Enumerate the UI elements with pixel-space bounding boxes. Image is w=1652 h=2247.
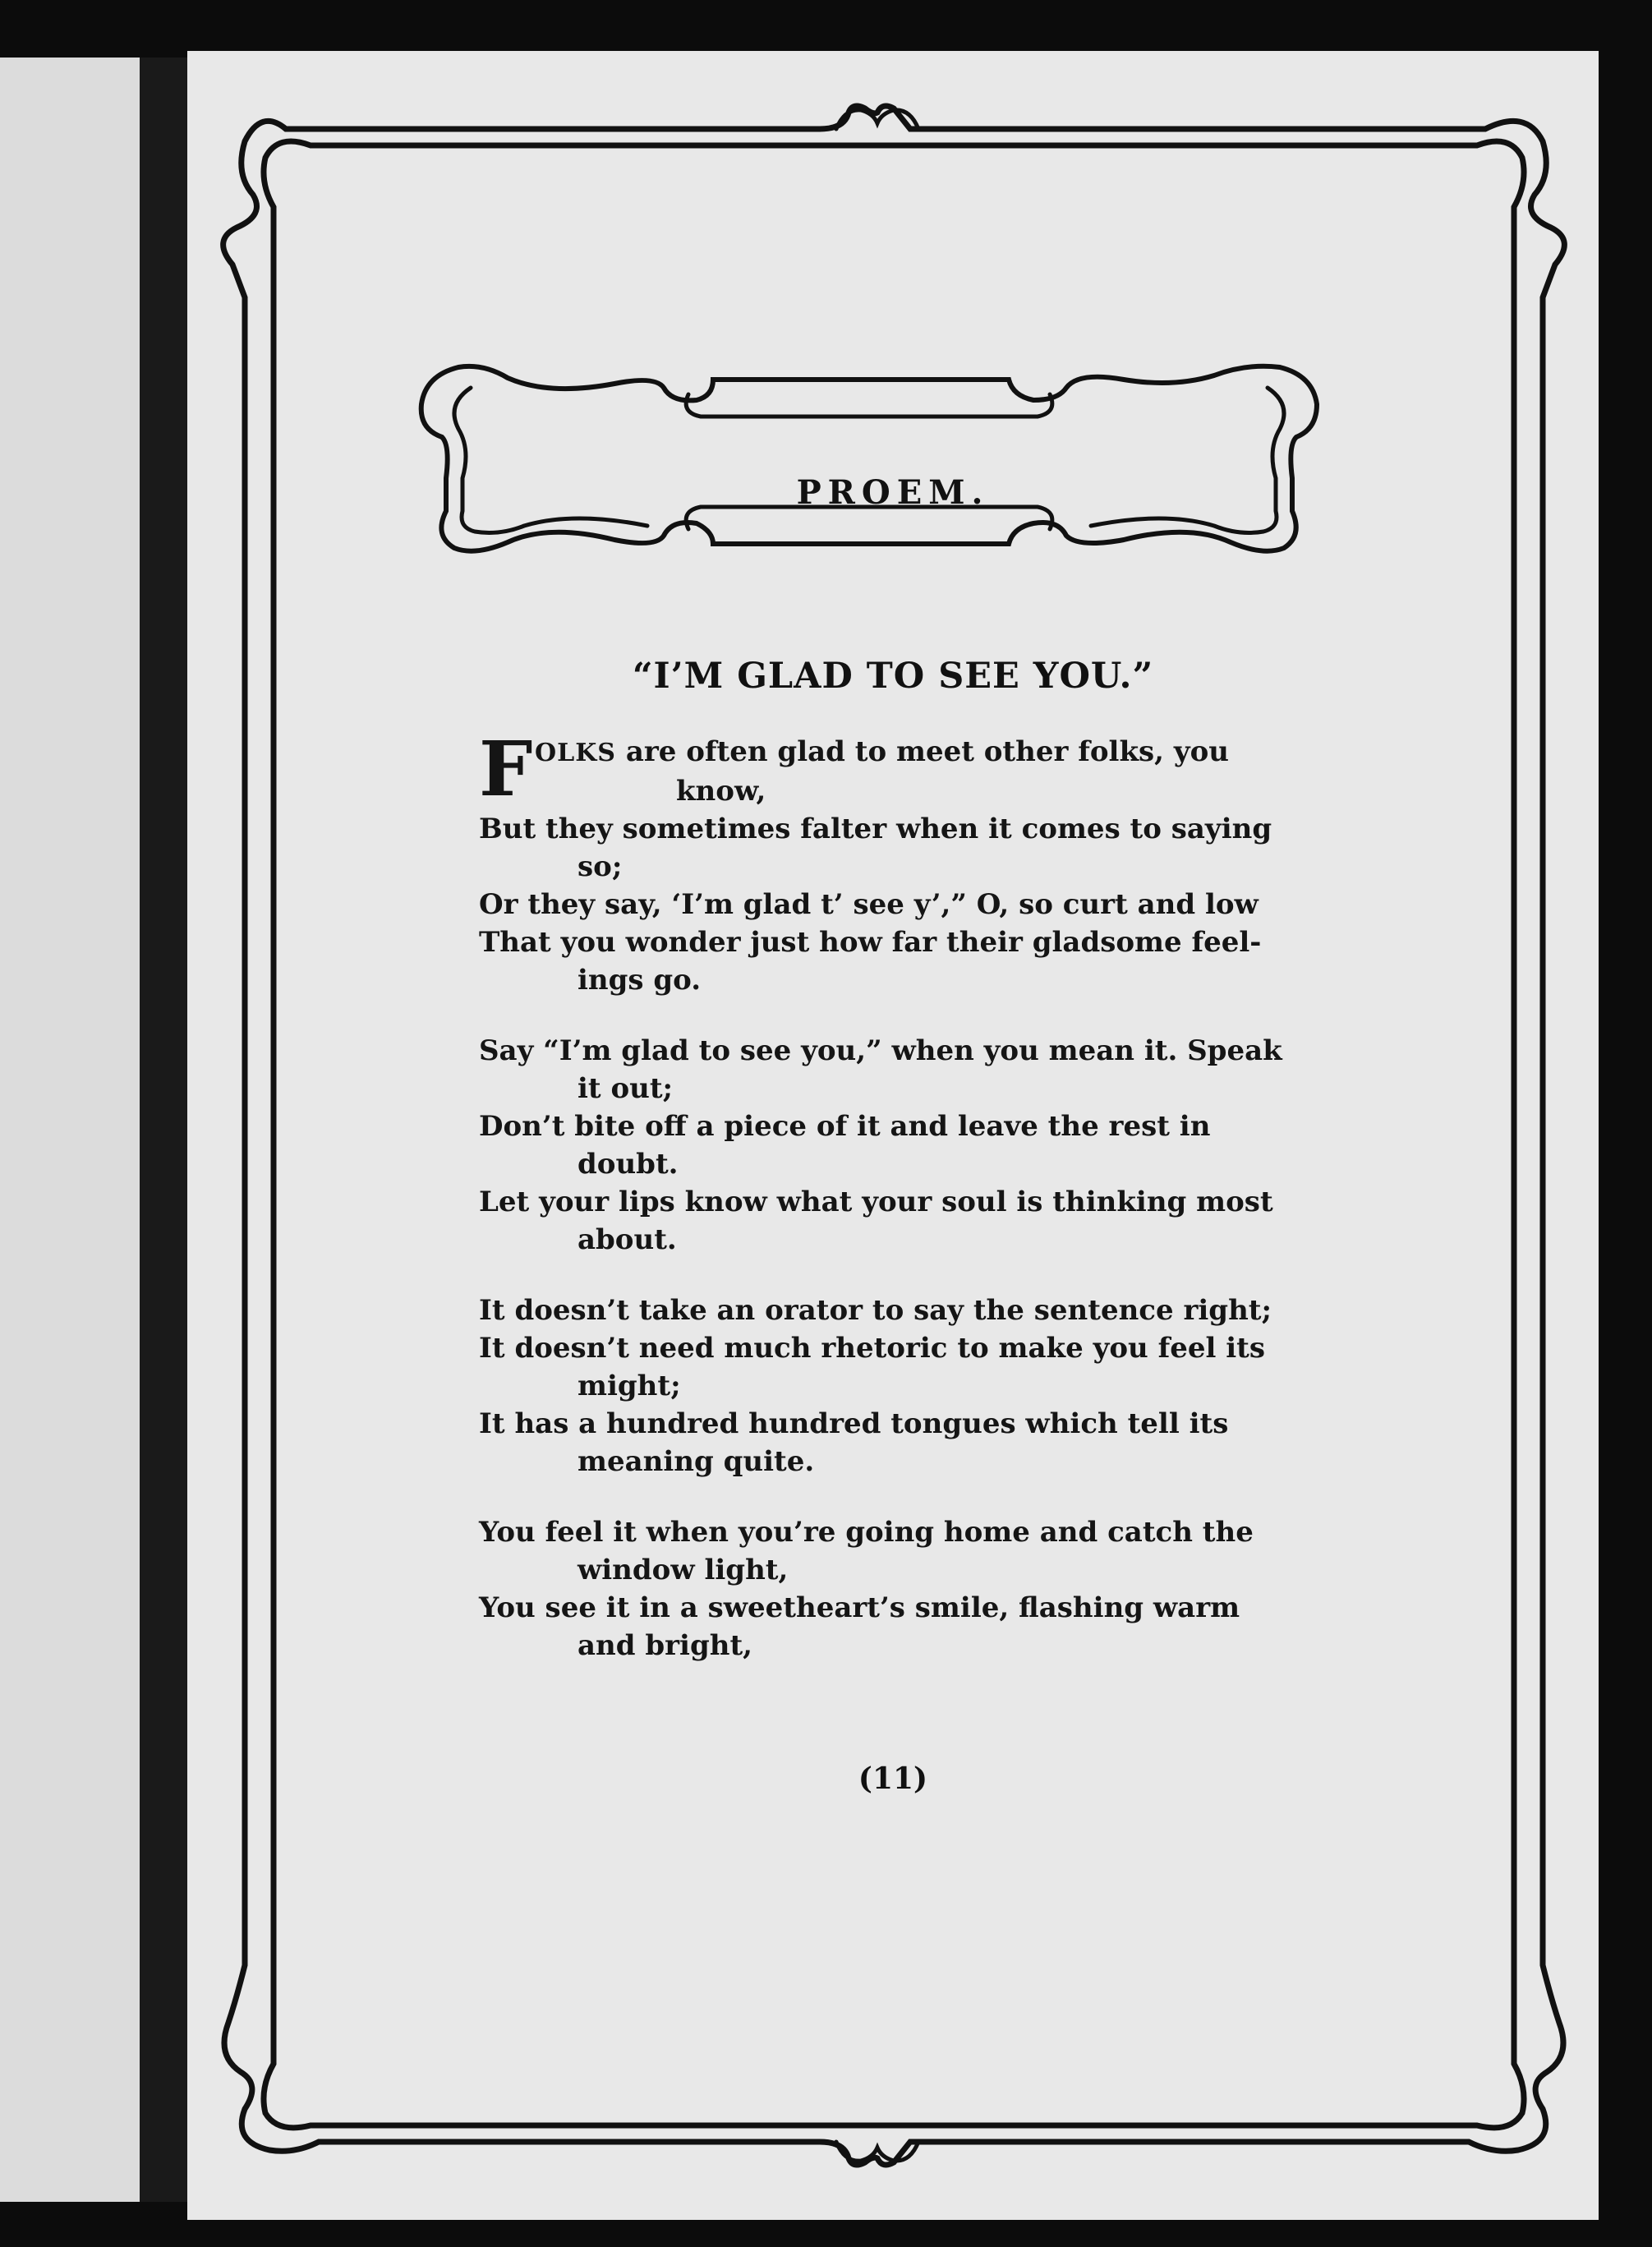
poem-line — [479, 886, 1473, 923]
poem-line — [479, 725, 1473, 813]
line-text: Don’t bite off a piece of it and leave the rest in — [479, 1110, 1211, 1143]
line-text: You see it in a sweetheart’s smile, flashing warm — [479, 1591, 1240, 1624]
line-continuation: about. — [578, 1223, 677, 1256]
line-continuation: and bright, — [578, 1629, 752, 1662]
line-text: Let your lips know what your soul is thinking most — [479, 1186, 1273, 1218]
section-heading: PROEM. — [796, 473, 990, 512]
poem-line — [479, 1292, 1473, 1329]
line-continuation: meaning quite. — [578, 1445, 815, 1478]
line-text: It doesn’t need much rhetoric to make you feel its — [479, 1332, 1265, 1365]
poem-line — [479, 1405, 1473, 1480]
poem-line — [479, 923, 1473, 999]
line-continuation: might; — [578, 1370, 681, 1402]
page-number: (11) — [858, 1761, 928, 1796]
poem-line — [479, 1589, 1473, 1665]
line-text: That you wonder just how far their gladsome feel- — [479, 926, 1262, 959]
stanza — [479, 725, 1473, 999]
poem-line — [479, 1107, 1473, 1183]
stanza — [479, 1292, 1473, 1480]
book-gutter — [140, 58, 189, 2202]
line-continuation: know, — [676, 775, 766, 808]
line-continuation: ings go. — [578, 964, 702, 997]
drop-cap: F — [479, 725, 533, 813]
line-text: are often glad to meet other folks, you — [625, 735, 1229, 768]
poem-line — [479, 1183, 1473, 1259]
line-text: It has a hundred hundred tongues which tell its — [479, 1407, 1229, 1440]
line-text: Or they say, ‘I’m glad t’ see y’,” O, so curt and low — [479, 888, 1259, 921]
poem-body — [479, 725, 1473, 1697]
facing-page — [0, 58, 140, 2202]
book-page — [187, 51, 1599, 2220]
poem-line — [479, 810, 1473, 886]
poem-title: “I’M GLAD TO SEE YOU.” — [632, 656, 1154, 697]
line-continuation: doubt. — [578, 1148, 679, 1181]
poem-line — [479, 1513, 1473, 1589]
line-text: It doesn’t take an orator to say the sentence right; — [479, 1294, 1272, 1327]
poem-line — [479, 1032, 1473, 1107]
stanza — [479, 1513, 1473, 1665]
small-caps-word: OLKS — [535, 739, 616, 767]
line-continuation: so; — [578, 850, 623, 883]
poem-line — [479, 1329, 1473, 1405]
line-continuation: window light, — [578, 1554, 789, 1586]
line-text: Say “I’m glad to see you,” when you mean it. Speak — [479, 1034, 1282, 1067]
line-continuation: it out; — [578, 1072, 674, 1105]
line-text: You feel it when you’re going home and catch the — [479, 1516, 1254, 1549]
line-text: But they sometimes falter when it comes to saying — [479, 813, 1272, 845]
stanza — [479, 1032, 1473, 1259]
